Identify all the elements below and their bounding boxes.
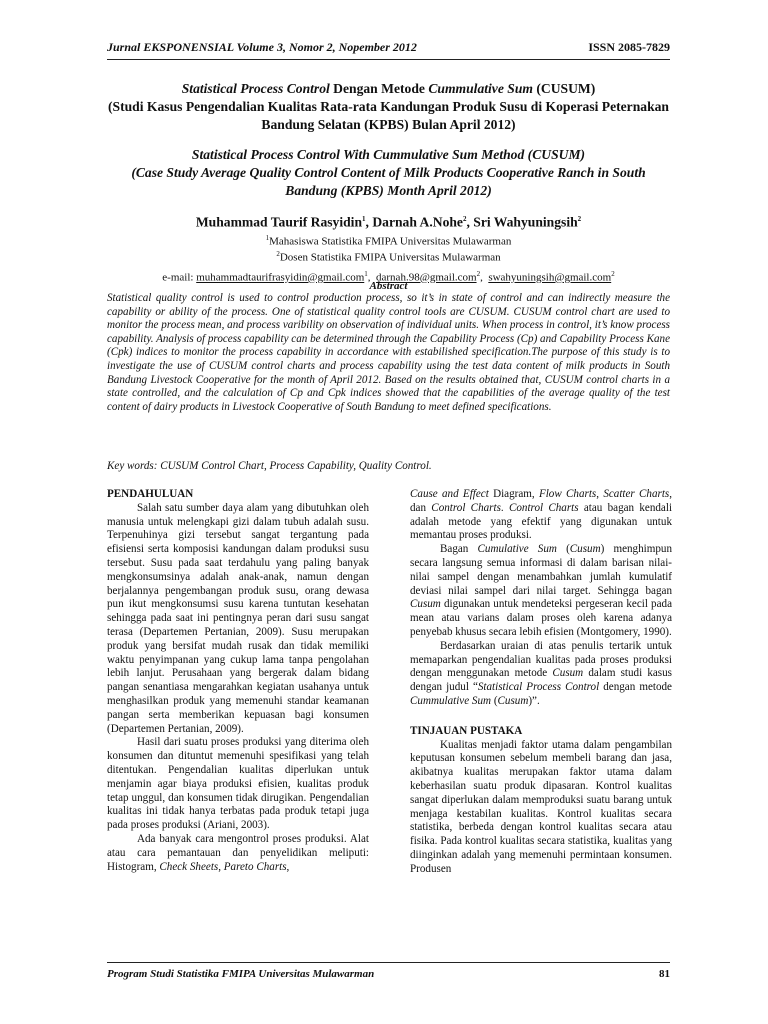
affiliation-2: $^2$Dosen Statistika FMIPA Universitas Mulawarman [276,250,501,264]
paragraph: Kualitas menjadi faktor utama dalam pengambilan keputusan konsumen sebelum membeli barang dan jasa, akibatnya kualitas merupakan faktor utama dalam keberhasilan suatu produk dipasaran. Kontrol kualitas sangat diperlukan dalam memproduksi suatu barang untuk menjaga kestabilan kualitas. Kontrol kualitas secara statistika, berbeda dengan kontrol kualitas secara atau fisika. Pada kontrol kualitas secara statistika, kualitas yang diinginkan adalah yang memenuhi permintaan konsumen. Produsen [410,738,672,875]
header-rule [107,59,670,60]
section-heading-literature-review: TINJAUAN PUSTAKA [410,724,523,737]
email-link-1[interactable]: muhammadtaurifrasyidin@gmail.com [196,271,365,284]
title-indonesian: Statistical Process Control Dengan Metode Cummulative Sum (CUSUM) (Studi Kasus Pengendalian Kualitas Rata-rata Kandungan Produk Susu di Koperasi Peternakan Bandung Selatan (KPBS) Bulan April 2012) [108,81,669,132]
title-english: Statistical Process Control With Cummulative Sum Method (CUSUM) (Case Study Average Quality Control Content of Milk Products Cooperative Ranch in South Bandung (KPBS) Month April 2012) [131,147,646,198]
affiliation-1: $^1$Mahasiswa Statistika FMIPA Universitas Mulawarman [265,233,512,248]
left-column [107,488,369,874]
paragraph: Bagan Cumulative Sum (Cusum) menghimpun secara langsung semua informasi di dalam barisan nilai-nilai sampel dengan menambahkan jumlah kumulatif deviasi nilai sampel dari nilai target. Sehingga bagan Cusum digunakan untuk mendeteksi pergeseran kecil pada mean atau varians dalam proses oleh karena adanya penyebab khusus secara lebih efisien (Montgomery, 1990). [410,543,673,638]
abstract-heading: Abstract [369,280,408,292]
abstract-text: Statistical quality control is used to control production process, so it’s in state of control and can indirectly measure the capability or ability of the process. One of statistical quality control tools are CUSUM. CUSUM control chart are used to monitor the process mean, and process varibility on observation of individual units. When process in control, it’s know process capability. Analysis of process capability can be determined through the Capability Process (Cp) and Capability Process Kane (Cpk) indices to monitor the process capability in accordance with estabilished specification.The purpose of this study is to investigate the use of CUSUM control charts and process capability using the test data content of milk products in South Bandung Livestock Cooperative for the month of April 2012. Based on the results obtained that, CUSUM control charts in a state controlled, and the calculation of Cp and Cpk indices showed that the capabilities of the average quality of the test content of dairy products in Livestock Cooperative of South Bandung to meet defined specifications. [107,292,670,413]
journal-name: Jurnal EKSPONENSIAL Volume 3, Nomor 2, Nopember 2012 [107,40,417,54]
paragraph: Salah satu sumber daya alam yang dibutuhkan oleh manusia untuk melengkapi gizi dalam tubuh adalah susu. Terpenuhinya gizi tersebut sangat tergantung pada efisiensi serta komposisi kandungan dalam produksi susu tersebut. Susu pada saat terdahulu yang paling banyak mengkonsumsinya adalah anak-anak, namun dengan berjalannya pengembangan produk susu, orang dewasa pun ikut mengkonsumsi susu karena tuntutan kesehatan sehingga pada saat ini pentingnya peran dari susu sangat terasa (Departemen Pertanian, 2009). Susu merupakan produk yang bersifat mudah rusak dan tidak memiliki waktu penyimpanan yang cukup lama tanpa pengolahan lebih lanjut. Perusahaan yang bergerak dalam bidang pangan senantiasa mengarahkan kegiatan usahanya untuk menghasilkan produk yang memenuhi standar keamanan pangan serta memberikan kepuasan bagi konsumen (Departemen Pertanian, 2009). [107,501,369,735]
author-list: Muhammad Taurif Rasyidin$^1$, Darnah A.Nohe$^2$, Sri Wahyuningsih$^2$ [195,214,582,230]
paragraph: Hasil dari suatu proses produksi yang diterima oleh konsumen dan dituntut memenuhi spesifikasi yang telah ditentukan. Pengendalian kualitas diperlukan untuk menjamin agar biaya produksi efisien, kualitas produk tetap unggul, dan konsumen tidak dirugikan. Pengendalian kualitas ini tidak hanya terbatas pada produk tetapi juga pada proses produksi (Ariani, 2003). [107,736,369,832]
page-number: 81 [659,968,670,980]
paragraph: Ada banyak cara mengontrol proses produksi. Alat atau cara pemantauan dan penyelidikan meliputi: Histogram, Check Sheets, Pareto Charts, [107,832,369,873]
section-heading-introduction: PENDAHULUAN [107,488,194,500]
right-column [410,488,672,877]
issn: ISSN 2085-7829 [588,40,670,54]
footer-rule [107,962,670,963]
paragraph: Cause and Effect Diagram, Flow Charts, Scatter Charts, dan Control Charts. Control Charts atau bagan kendali adalah metode yang efektif yang digunakan untuk memantau proses produksi. [410,488,673,542]
email-link-3[interactable]: swahyuningsih@gmail.com [488,271,612,284]
email-link-2[interactable]: darnah.98@gmail.com [376,271,477,284]
title-block [107,80,670,285]
footer-institution: Program Studi Statistika FMIPA Universitas Mulawarman [107,968,375,980]
email-line: e-mail: muhammadtaurifrasyidin@gmail.com$^1$, darnah.98@gmail.com$^2$, swahyuningsih@gmail.com$^2$ [162,269,615,284]
running-header [107,40,670,58]
paragraph: Berdasarkan uraian di atas penulis tertarik untuk memaparkan pengendalian kualitas pada proses produksi dengan menggunakan metode Cusum dalam studi kasus dengan judul “Statistical Process Control dengan metode Cummulative Sum (Cusum)”. [410,639,672,707]
keywords: Key words: CUSUM Control Chart, Process Capability, Quality Control. [107,460,432,472]
